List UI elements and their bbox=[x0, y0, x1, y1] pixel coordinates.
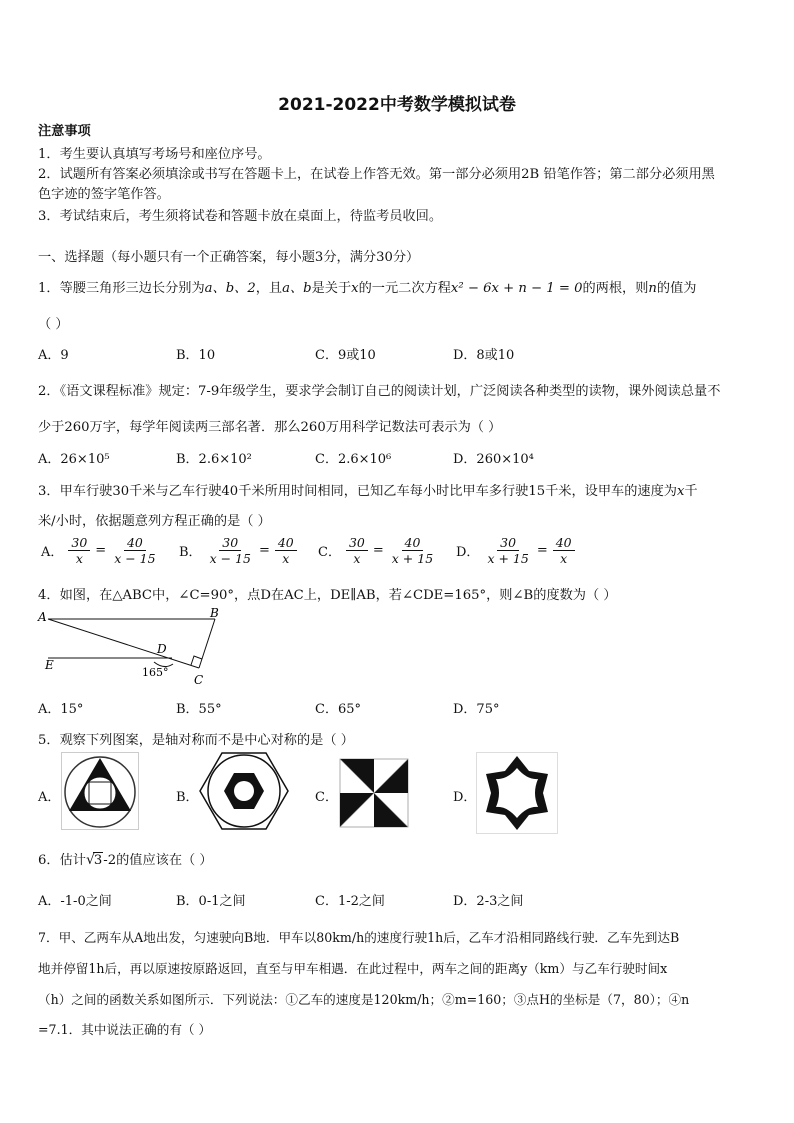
q3-a-left-frac bbox=[68, 535, 90, 566]
q5-option-a-label: A． bbox=[38, 790, 61, 805]
q3-a-l-den: x bbox=[75, 551, 83, 566]
q3-a-l-num: 30 bbox=[68, 535, 90, 551]
q1-option-c: C．9或10 bbox=[315, 348, 376, 363]
q1-option-b: B．10 bbox=[176, 348, 216, 363]
q3-b-right-frac bbox=[275, 535, 297, 566]
sqrt-symbol-icon: √ bbox=[85, 852, 95, 868]
q5-figure-b bbox=[199, 751, 289, 831]
q3-a-r-num: 40 bbox=[124, 535, 146, 551]
q4-option-d: D．75° bbox=[453, 702, 500, 717]
q4-option-a: A．15° bbox=[38, 702, 84, 717]
section-heading: 一、选择题（每小题只有一个正确答案，每小题3分，满分30分） bbox=[38, 250, 420, 265]
q3-option-a: A． $\frac{30}{x}$ = $\frac{40}{x - 15}$ bbox=[38, 535, 161, 566]
q3-c-l-den: x bbox=[353, 551, 361, 566]
q6-option-c: C．1-2之间 bbox=[315, 894, 385, 909]
label-d: D bbox=[157, 642, 167, 656]
q1-text-f: 的值为 bbox=[656, 281, 697, 296]
q3-b-l-den: x − 15 bbox=[209, 551, 251, 566]
q3-d-label: D． bbox=[456, 545, 480, 560]
q6-option-d: D．2-3之间 bbox=[453, 894, 524, 909]
q3-d-r-num: 40 bbox=[553, 535, 575, 551]
q5-figure-d bbox=[476, 752, 558, 834]
q1-answer-paren: （ ） bbox=[38, 317, 69, 332]
q3-var-x: x bbox=[676, 484, 685, 499]
q5-option-d-label: D． bbox=[453, 790, 477, 805]
q3-a-r-den: x − 15 bbox=[114, 551, 156, 566]
q2-line-1: 2．《语文课程标准》规定：7-9年级学生，要求学会制订自己的阅读计划，广泛阅读各种类型的读物，课外阅读总量不 bbox=[38, 384, 721, 399]
q5-figure-a bbox=[61, 752, 139, 830]
q2-option-c: C．2.6×10⁶ bbox=[315, 452, 392, 467]
q1-text-b: ，且 bbox=[255, 281, 283, 296]
notice-item-2-cont: 色字迹的签字笔作答。 bbox=[38, 187, 170, 202]
q6-text-b: -2的值应该在（ ） bbox=[103, 853, 213, 868]
q3-c-label: C． bbox=[318, 545, 341, 560]
q7-line-4: =7.1．其中说法正确的有（ ） bbox=[38, 1022, 212, 1037]
q1-text-a: 1．等腰三角形三边长分别为 bbox=[38, 281, 205, 296]
q1-text-e: 的两根，则 bbox=[582, 281, 649, 296]
q7-line-3: （h）之间的函数关系如图所示．下列说法：①乙车的速度是120km/h；②m=160；③点H的坐标是（7，80）；④n bbox=[38, 992, 690, 1007]
q1-vars2: a、b bbox=[282, 281, 312, 296]
q7-line-2: 地并停留1h后，再以原速按原路返回，直至与甲车相遇．在此过程中，两车之间的距离y（km）与乙车行驶时间x bbox=[38, 961, 668, 976]
q2-option-a: A．26×10⁵ bbox=[38, 452, 110, 467]
notice-item-2: 2．试题所有答案必须填涂或书写在答题卡上，在试卷上作答无效。第一部分必须用2B 铅笔作答；第二部分必须用黑 bbox=[38, 167, 715, 182]
q1-text-c: 是关于 bbox=[311, 281, 352, 296]
q6-option-b: B．0-1之间 bbox=[176, 894, 246, 909]
q3-b-left-frac bbox=[207, 535, 254, 566]
q3-c-r-den: x + 15 bbox=[391, 551, 434, 566]
q3-b-r-num: 40 bbox=[275, 535, 297, 551]
question-1 bbox=[38, 277, 696, 296]
q2-option-d: D．260×10⁴ bbox=[453, 452, 534, 467]
label-a: A bbox=[38, 610, 47, 624]
q1-vars: a、b、2 bbox=[204, 281, 256, 296]
q3-d-l-num: 30 bbox=[497, 535, 519, 551]
q6-option-a: A．-1-0之间 bbox=[38, 894, 112, 909]
q3-option-c: C． $\frac{30}{x}$ = $\frac{40}{x + 15}$ bbox=[315, 535, 438, 566]
notice-heading: 注意事项 bbox=[38, 124, 91, 139]
q3-b-label: B． bbox=[179, 545, 202, 560]
label-e: E bbox=[45, 658, 54, 672]
page-title: 2021-2022中考数学模拟试卷 bbox=[278, 95, 516, 115]
q5-option-b-label: B． bbox=[176, 790, 199, 805]
q3-a-label: A． bbox=[41, 545, 64, 560]
q3-d-left-frac bbox=[484, 535, 531, 566]
q7-line-1: 7．甲、乙两车从A地出发，匀速驶向B地．甲车以80km/h的速度行驶1h后，乙车才沿相同路线行驶．乙车先到达B bbox=[38, 930, 680, 945]
q3-line-1 bbox=[38, 480, 698, 499]
q1-var-n: n bbox=[648, 281, 657, 296]
q2-line-2: 少于260万字，每学年阅读两三部名著．那么260万用科学记数法可表示为（ ） bbox=[38, 420, 502, 435]
q3-text: 3．甲车行驶30千米与乙车行驶40千米所用时间相同，已知乙车每小时比甲车多行驶15千米，设甲车的速度为 bbox=[38, 484, 677, 499]
q5-option-c-label: C． bbox=[315, 790, 338, 805]
q3-b-r-den: x bbox=[282, 551, 290, 566]
q2-option-b: B．2.6×10² bbox=[176, 452, 252, 467]
q3-c-r-num: 40 bbox=[402, 535, 424, 551]
q1-option-d: D．8或10 bbox=[453, 348, 515, 363]
q3-line-2: 米/小时，依据题意列方程正确的是（ ） bbox=[38, 514, 271, 529]
label-b: B bbox=[210, 606, 219, 620]
notice-item-3: 3．考试结束后，考生须将试卷和答题卡放在桌面上，待监考员收回。 bbox=[38, 209, 443, 224]
label-angle: 165° bbox=[142, 666, 169, 679]
q4-text: 4．如图，在△ABC中，∠C=90°，点D在AC上，DE∥AB，若∠CDE=165°，则∠B的度数为（ ） bbox=[38, 588, 617, 603]
q3-d-l-den: x + 15 bbox=[487, 551, 529, 566]
q5-text: 5．观察下列图案，是轴对称而不是中心对称的是（ ） bbox=[38, 733, 354, 748]
q3-b-l-num: 30 bbox=[219, 535, 241, 551]
q3-c-l-num: 30 bbox=[346, 535, 368, 551]
q3-option-b: B． $\frac{30}{x - 15}$ = $\frac{40}{x}$ bbox=[176, 535, 299, 566]
q1-equation: x² − 6x + n − 1 = 0 bbox=[450, 281, 583, 296]
q3-c-right-frac bbox=[389, 535, 436, 566]
q3-a-right-frac bbox=[111, 535, 158, 566]
q1-text-d: 的一元二次方程 bbox=[358, 281, 451, 296]
q1-var-x: x bbox=[351, 281, 359, 296]
q4-triangle-figure bbox=[36, 604, 226, 686]
q3-text-end: 千 bbox=[684, 484, 698, 499]
label-c: C bbox=[194, 673, 204, 686]
question-6 bbox=[38, 849, 213, 868]
q5-figure-c bbox=[338, 757, 410, 829]
q4-option-b: B．55° bbox=[176, 702, 222, 717]
q3-d-r-den: x bbox=[560, 551, 568, 566]
q4-option-c: C．65° bbox=[315, 702, 361, 717]
q3-c-left-frac bbox=[346, 535, 368, 566]
q6-text-a: 6．估计 bbox=[38, 853, 86, 868]
q6-radicand: 3 bbox=[93, 853, 103, 868]
q1-option-a: A．9 bbox=[38, 348, 69, 363]
q3-d-right-frac bbox=[553, 535, 575, 566]
q3-option-d: D． $\frac{30}{x + 15}$ = $\frac{40}{x}$ bbox=[453, 535, 577, 566]
notice-item-1: 1．考生要认真填写考场号和座位序号。 bbox=[38, 147, 271, 162]
